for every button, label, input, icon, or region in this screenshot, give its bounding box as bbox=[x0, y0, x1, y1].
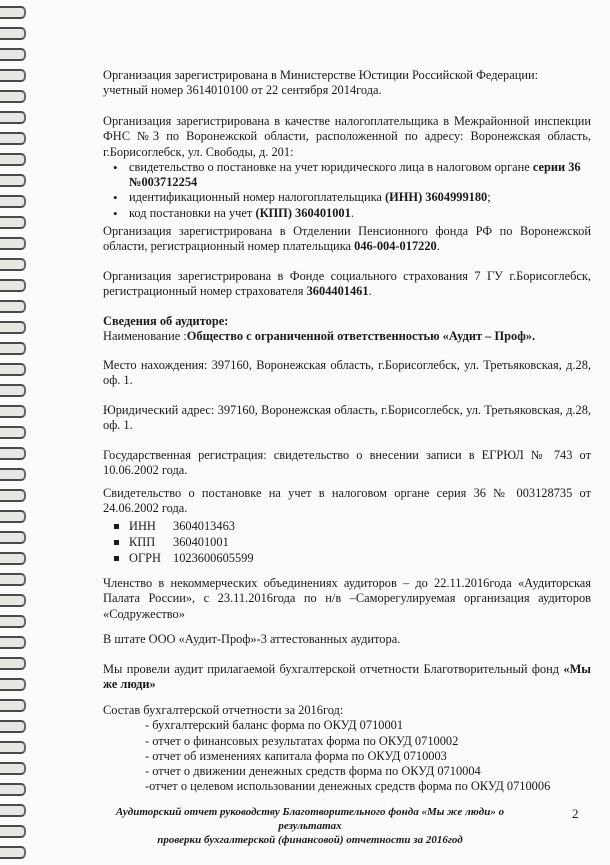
binding-hole bbox=[0, 174, 26, 187]
list-item: • идентификационный номер налогоплательщика (ИНН) 3604999180; bbox=[103, 190, 591, 205]
ministry-line-2: учетный номер 3614010100 от 22 сентября 2014года. bbox=[103, 83, 382, 98]
binding-hole bbox=[0, 489, 26, 502]
auditor-codes bbox=[103, 519, 591, 567]
auditor-staff: В штате ООО «Аудит-Проф»-3 аттестованных аудитора. bbox=[103, 632, 401, 646]
page-number: 2 bbox=[572, 806, 579, 821]
auditor-membership: Членство в некоммерческих объединениях аудиторов – до 22.11.2016года «Аудиторская Палата России», с 23.11.2016года по н/в –Саморегулируемая организация аудиторов «Содружество» bbox=[103, 576, 591, 621]
list-item: • код постановки на учет (КПП) 360401001. bbox=[103, 206, 591, 221]
binding-hole bbox=[0, 657, 26, 670]
binding-hole bbox=[0, 636, 26, 649]
auditor-legal-address: Юридический адрес: 397160, Воронежская область, г.Борисоглебск, ул. Третьяковская, д.28, оф. 1. bbox=[103, 403, 591, 433]
tax-registration bbox=[103, 114, 591, 221]
auditor-heading: Сведения об аудиторе: bbox=[103, 314, 229, 328]
tax-registration-list bbox=[103, 160, 591, 221]
binding-hole bbox=[0, 573, 26, 586]
auditor-name: Наименование :Общество с ограниченной ответственностью «Аудит – Проф». bbox=[103, 329, 536, 344]
binding-hole bbox=[0, 363, 26, 376]
auditor-tax-certificate: Свидетельство о постановке на учет в налоговом органе серия 36 № 003128735 от 24.06.2002 года. ИНН 3604013463 КПП 360401001 ОГРН 1023600605599 bbox=[103, 486, 591, 565]
footer-line-2: проверки бухгалтерской (финансовой) отчетности за 2016год bbox=[157, 834, 463, 846]
footer-line-1: Аудиторский отчет руководству Благотворительного фонда «Мы же люди» о результатах bbox=[115, 806, 505, 832]
list-item: - отчет о движении денежных средств форма по ОКУД 0710004 bbox=[145, 764, 481, 779]
binding-hole bbox=[0, 279, 26, 292]
binding-hole bbox=[0, 132, 26, 145]
reporting-list bbox=[103, 718, 591, 794]
reporting-composition bbox=[103, 703, 591, 795]
binding-hole bbox=[0, 195, 26, 208]
list-item: - отчет о финансовых результатах форма по ОКУД 0710002 bbox=[145, 733, 459, 748]
binding-hole bbox=[0, 720, 26, 733]
binding-hole bbox=[0, 762, 26, 775]
tax-registration-text: Организация зарегистрирована в качестве налогоплательщика в Межрайонной инспекции ФНС №3 по Воронежской области, расположенной по адресу: Воронежская область, г.Борисоглебск, ул. Свободы, д. 201: bbox=[103, 114, 591, 159]
list-item: • свидетельство о постановке на учет юридического лица в налоговом органе серии 36 №003712254 bbox=[103, 160, 591, 191]
binding-hole bbox=[0, 384, 26, 397]
spiral-binding bbox=[0, 0, 26, 865]
reporting-heading: Состав бухгалтерской отчетности за 2016год: bbox=[103, 703, 344, 717]
binding-hole bbox=[0, 678, 26, 691]
auditor-info bbox=[103, 314, 591, 345]
binding-hole bbox=[0, 216, 26, 229]
binding-hole bbox=[0, 846, 26, 859]
binding-hole bbox=[0, 447, 26, 460]
binding-hole bbox=[0, 699, 26, 712]
binding-hole bbox=[0, 783, 26, 796]
social-registration: Организация зарегистрирована в Фонде социального страхования 7 ГУ г.Борисоглебск, регистрационный номер страхователя 3604401461. bbox=[103, 269, 591, 299]
binding-hole bbox=[0, 468, 26, 481]
ministry-line-1: Организация зарегистрирована в Министерстве Юстиции Российской Федерации: bbox=[103, 68, 539, 82]
list-item: КПП 360401001 bbox=[103, 535, 591, 551]
binding-hole bbox=[0, 741, 26, 754]
page-footer bbox=[85, 805, 535, 847]
audit-statement: Мы провели аудит прилагаемой бухгалтерской отчетности Благотворительный фонд «Мы же люди» bbox=[103, 662, 591, 692]
binding-hole bbox=[0, 258, 26, 271]
binding-hole bbox=[0, 825, 26, 838]
binding-hole bbox=[0, 111, 26, 124]
binding-hole bbox=[0, 300, 26, 313]
binding-hole bbox=[0, 615, 26, 628]
auditor-registration: Государственная регистрация: свидетельство о внесении записи в ЕГРЮЛ № 743 от 10.06.2002 года. bbox=[103, 448, 591, 478]
binding-hole bbox=[0, 69, 26, 82]
auditor-location: Место нахождения: 397160, Воронежская область, г.Борисоглебск, ул. Третьяковская, д.28, оф. 1. bbox=[103, 358, 591, 388]
list-item: ИНН 3604013463 bbox=[103, 519, 591, 535]
list-item: -отчет о целевом использовании денежных средств форма по ОКУД 0710006 bbox=[145, 779, 551, 794]
binding-hole bbox=[0, 426, 26, 439]
binding-hole bbox=[0, 804, 26, 817]
ministry-registration bbox=[103, 68, 591, 99]
binding-hole bbox=[0, 48, 26, 61]
binding-hole bbox=[0, 405, 26, 418]
binding-hole bbox=[0, 27, 26, 40]
binding-hole bbox=[0, 342, 26, 355]
pension-registration: Организация зарегистрирована в Отделении Пенсионного фонда РФ по Воронежской области, регистрационный номер плательщика 046-004-017220. bbox=[103, 224, 591, 254]
list-item: ОГРН 1023600605599 bbox=[103, 551, 591, 567]
binding-hole bbox=[0, 321, 26, 334]
binding-hole bbox=[0, 6, 26, 19]
binding-hole bbox=[0, 552, 26, 565]
binding-hole bbox=[0, 594, 26, 607]
binding-hole bbox=[0, 531, 26, 544]
binding-hole bbox=[0, 90, 26, 103]
list-item: - отчет об изменениях капитала форма по ОКУД 0710003 bbox=[145, 748, 447, 763]
binding-hole bbox=[0, 237, 26, 250]
binding-hole bbox=[0, 153, 26, 166]
list-item: - бухгалтерский баланс форма по ОКУД 0710001 bbox=[145, 718, 404, 733]
binding-hole bbox=[0, 510, 26, 523]
